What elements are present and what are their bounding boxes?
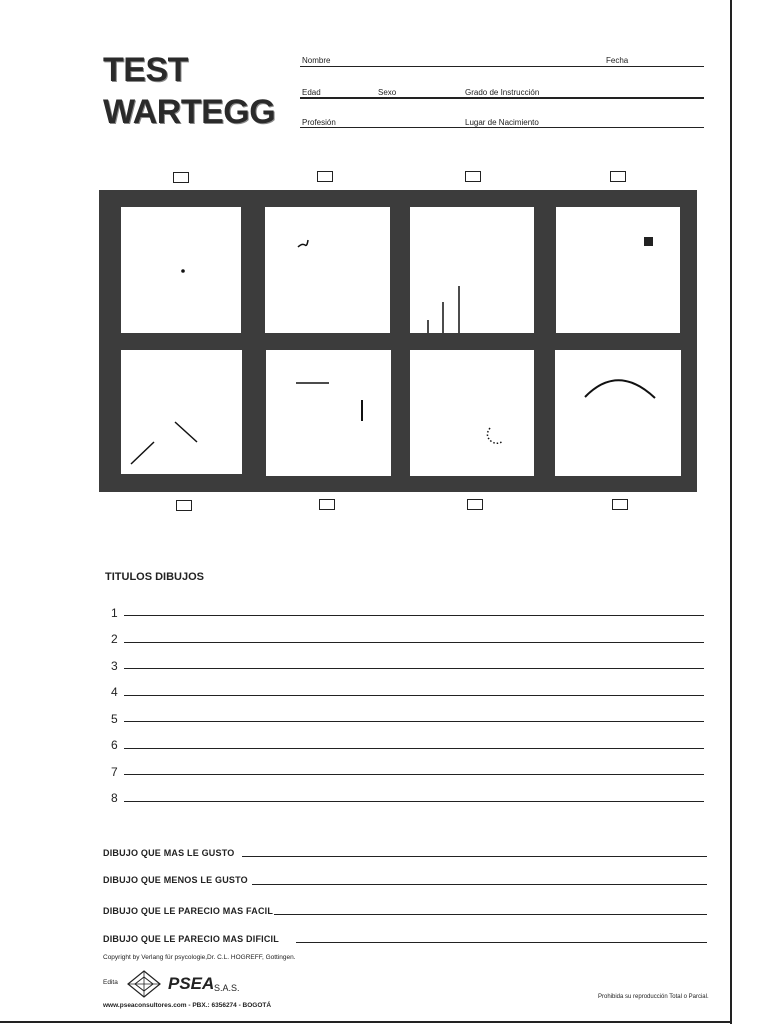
titulos-heading: TITULOS DIBUJOS [105, 571, 205, 583]
checkbox-bottom-2[interactable] [319, 499, 335, 510]
wartegg-grid [99, 190, 697, 492]
titulo-line-7[interactable] [124, 774, 704, 775]
page-edge-right [730, 0, 732, 1024]
titulo-number-8: 8 [111, 791, 118, 805]
brand-suffix: S.A.S. [214, 983, 240, 993]
stimulus-arc [555, 350, 681, 476]
titulo-line-2[interactable] [124, 642, 704, 643]
titulo-line-3[interactable] [124, 668, 704, 669]
titulo-number-3: 3 [111, 659, 118, 673]
question-line-mas-dificil[interactable] [296, 942, 707, 943]
titulo-number-5: 5 [111, 712, 118, 726]
titulo-line-4[interactable] [124, 695, 704, 696]
stimulus-diagonal-lines [121, 350, 242, 474]
question-mas-facil: DIBUJO QUE LE PARECIO MAS FACIL [103, 906, 274, 916]
titulo-number-7: 7 [111, 765, 118, 779]
titulo-line-6[interactable] [124, 748, 704, 749]
edad-sexo-grado-line[interactable] [300, 97, 704, 99]
drawing-box-4[interactable] [556, 207, 680, 333]
nombre-fecha-line[interactable] [300, 66, 704, 67]
stimulus-ascending-lines [410, 207, 534, 333]
copyright-text: Copyright by Verlang für psycologie,Dr. C.L. HOGREFF, Gottingen. [103, 954, 296, 961]
titulo-number-2: 2 [111, 632, 118, 646]
sexo-label: Sexo [378, 88, 397, 97]
titulo-line-5[interactable] [124, 721, 704, 722]
profesion-label: Profesión [302, 118, 336, 127]
stimulus-square [556, 207, 680, 333]
titulo-number-1: 1 [111, 606, 118, 620]
nombre-label: Nombre [302, 56, 331, 65]
stimulus-dotted-arc [410, 350, 534, 476]
stimulus-wave [265, 207, 390, 333]
edad-label: Edad [302, 88, 321, 97]
drawing-box-8[interactable] [555, 350, 681, 476]
question-line-mas-facil[interactable] [274, 914, 707, 915]
stimulus-horizontal-vertical [266, 350, 391, 476]
grado-label: Grado de Instrucción [465, 88, 540, 97]
brand-name: PSEA [168, 974, 215, 993]
fecha-label: Fecha [606, 56, 629, 65]
prohibida-text: Prohibida su reproducción Total o Parcial. [598, 994, 709, 1000]
drawing-box-1[interactable] [121, 207, 241, 333]
drawing-box-5[interactable] [121, 350, 242, 474]
checkbox-top-3[interactable] [465, 171, 481, 182]
titulo-number-4: 4 [111, 685, 118, 699]
question-mas-gusto: DIBUJO QUE MAS LE GUSTO [103, 848, 235, 858]
question-line-menos-gusto[interactable] [252, 884, 707, 885]
question-menos-gusto: DIBUJO QUE MENOS LE GUSTO [103, 875, 248, 885]
profesion-lugar-line[interactable] [300, 127, 704, 128]
drawing-box-2[interactable] [265, 207, 390, 333]
stimulus-dot [121, 207, 241, 333]
question-line-mas-gusto[interactable] [242, 856, 707, 857]
psea-logo-icon [124, 969, 164, 999]
lugar-label: Lugar de Nacimiento [465, 118, 539, 127]
checkbox-top-4[interactable] [610, 171, 626, 182]
web-contact[interactable]: www.pseaconsultores.com - PBX.: 6356274 - BOGOTÁ [103, 1002, 272, 1009]
checkbox-bottom-4[interactable] [612, 499, 628, 510]
titulo-number-6: 6 [111, 738, 118, 752]
titulo-line-8[interactable] [124, 801, 704, 802]
checkbox-bottom-3[interactable] [467, 499, 483, 510]
titulo-line-1[interactable] [124, 615, 704, 616]
checkbox-top-1[interactable] [173, 172, 189, 183]
drawing-box-7[interactable] [410, 350, 534, 476]
drawing-box-3[interactable] [410, 207, 534, 333]
checkbox-bottom-1[interactable] [176, 500, 192, 511]
title-wartegg: WARTEGG [103, 93, 276, 131]
question-mas-dificil: DIBUJO QUE LE PARECIO MAS DIFICIL [103, 934, 279, 944]
checkbox-top-2[interactable] [317, 171, 333, 182]
edita-label: Edita [103, 979, 118, 986]
page-edge-bottom [0, 1021, 732, 1023]
title-test: TEST [103, 51, 188, 89]
drawing-box-6[interactable] [266, 350, 391, 476]
